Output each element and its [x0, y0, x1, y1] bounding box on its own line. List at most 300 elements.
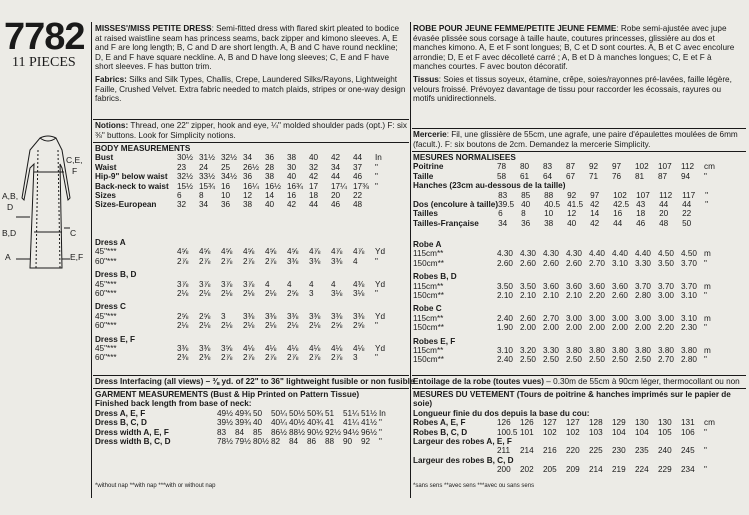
cell-value: 219	[612, 465, 626, 475]
cell-value: 3⅜	[177, 344, 189, 354]
cell-value: 83	[217, 427, 227, 437]
cell-value: 3⅞	[243, 279, 255, 289]
table-row	[413, 200, 728, 209]
cell-value: 2.80	[681, 355, 697, 365]
cell-value: 50¼	[271, 408, 287, 418]
cell-value: 3.80	[566, 346, 582, 356]
cell-value: 83	[543, 162, 553, 172]
cell-value: 43	[636, 200, 646, 210]
english-garment-measurements	[95, 390, 397, 446]
french-description: ROBE POUR JEUNE FEMME/PETITE JEUNE FEMME: Robe semi-ajustée avec jupe évasée plissée sous corsage à taille haute, coutures princesses, glissière au dos et manches kimono. A, E et F sont longues; B, C et D sont courtes. A, B et C avec encolure arrondie; D, E et F avec décolleté carré ; A, B et D à manches longues; C, E et F à manches courtes. F avec bouton décoratif.	[413, 24, 735, 72]
cell-value: 2⅛	[265, 289, 277, 299]
row-label: Hip-9" below waist	[95, 172, 168, 182]
cell-value: 235	[635, 446, 649, 456]
cell-value: 3⅜	[199, 344, 211, 354]
cell-value: 4.30	[520, 249, 536, 259]
row-label: 60"***	[95, 353, 117, 363]
cell-value: 220	[566, 446, 580, 456]
cell-value: 3⅜	[287, 311, 299, 321]
table-row	[95, 191, 397, 200]
cell-value: 49½	[217, 408, 233, 418]
table-row	[95, 172, 397, 181]
cell-value: 3.70	[658, 281, 674, 291]
cell-value: 24	[199, 162, 209, 172]
cell-value: 3⅛	[331, 289, 343, 299]
view-label-ce: C,E,	[66, 155, 83, 165]
cell-value: 2⅞	[265, 256, 277, 266]
cell-value: 3.50	[658, 258, 674, 268]
cell-value: 78	[497, 162, 507, 172]
cell-value: 4⅛	[331, 344, 343, 354]
cell-value: 3.10	[681, 291, 697, 301]
table-row	[413, 291, 727, 300]
cell-value: 4⅛	[353, 344, 365, 354]
cell-value: 84	[235, 427, 245, 437]
cell-value: 4.30	[543, 249, 559, 259]
row-label: Taille	[413, 171, 434, 181]
row-label: 115cm**	[413, 346, 444, 356]
row-label: Dos (encolure à taille)	[413, 200, 499, 210]
cell-value: 6	[498, 209, 503, 219]
cell-value: 4⅝	[199, 247, 211, 257]
cell-value: "	[375, 256, 378, 266]
row-label: Tailles	[413, 209, 438, 219]
cell-value: 230	[612, 446, 626, 456]
cell-value: 40.5	[544, 200, 561, 210]
table-row	[95, 280, 397, 289]
cell-value: 225	[589, 446, 603, 456]
cell-value: 16	[613, 209, 623, 219]
cell-value: 12	[567, 209, 577, 219]
cell-value: 4⅛	[265, 344, 277, 354]
table-row	[413, 172, 727, 181]
robe-a-title: Robe A	[413, 240, 442, 249]
cell-value: 205	[543, 465, 557, 475]
cell-value: 3.00	[658, 291, 674, 301]
row-label: 60"***	[95, 256, 117, 266]
cell-value: 39½	[217, 418, 233, 428]
cell-value: 40½	[289, 418, 305, 428]
cell-value: 46	[636, 218, 646, 228]
cell-value: 2.00	[635, 323, 651, 333]
robe-bd-table	[413, 282, 727, 301]
cell-value: 38	[243, 200, 253, 210]
cell-value: 80½	[253, 437, 269, 447]
cell-value: m	[704, 313, 711, 323]
cell-value: 16	[221, 181, 231, 191]
cell-value: Yd	[375, 247, 386, 257]
table-row	[413, 259, 727, 268]
table-row	[413, 209, 728, 218]
cell-value: 46	[331, 200, 341, 210]
table-row	[95, 289, 397, 298]
cell-value: 3⅛	[353, 289, 365, 299]
cell-value: 129	[612, 418, 626, 428]
cell-value: 44	[682, 200, 692, 210]
cell-value: 42	[590, 218, 600, 228]
cell-value: 4⅝	[243, 247, 255, 257]
dress-a-title: Dress A	[95, 238, 126, 247]
largeur-aef-table	[413, 446, 727, 455]
cell-value: 28	[265, 162, 275, 172]
table-row	[413, 219, 728, 228]
table-row	[95, 200, 397, 209]
cell-value: 2⅞	[287, 353, 299, 363]
cell-value: 15¾	[199, 181, 215, 191]
cell-value: 32½	[177, 172, 193, 182]
table-row	[413, 314, 727, 323]
cell-value: Yd	[375, 311, 386, 321]
cell-value: 3⅝	[221, 344, 233, 354]
cell-value: "	[704, 446, 707, 456]
french-entoilage: Entoilage de la robe (toutes vues) – 0.30m de 55cm à 90cm léger, thermocollant ou non	[413, 377, 740, 386]
table-row	[95, 247, 397, 256]
cell-value: 84	[289, 437, 299, 447]
cell-value: 10	[221, 191, 231, 201]
cell-value: 34½	[221, 172, 237, 182]
cell-value: 3.70	[681, 258, 697, 268]
cell-value: 2.50	[612, 355, 628, 365]
french-title: ROBE POUR JEUNE FEMME/PETITE JEUNE FEMME	[413, 24, 617, 33]
cell-value: 42	[309, 172, 319, 182]
cell-value: 83	[498, 190, 508, 200]
cell-value: "	[375, 172, 378, 182]
cell-value: 4⅛	[309, 344, 321, 354]
garment-table	[95, 409, 397, 447]
row-label: 60"***	[95, 321, 117, 331]
largeur-aef-label: Largeur des robes A, E, F	[413, 437, 512, 447]
cell-value: 82	[271, 437, 281, 447]
cell-value: 86	[307, 437, 317, 447]
cell-value: 50½	[289, 408, 305, 418]
dress-bd-table	[95, 280, 397, 299]
cell-value: 16½	[265, 181, 281, 191]
cell-value: 32	[177, 200, 187, 210]
row-label: Poitrine	[413, 162, 444, 172]
body-meas-table	[95, 153, 397, 209]
cell-value: 50	[682, 218, 692, 228]
cell-value: 31½	[199, 153, 215, 163]
table-row	[413, 282, 727, 291]
row-label	[413, 446, 497, 455]
robe-c-title: Robe C	[413, 304, 442, 314]
table-row	[413, 346, 727, 355]
cell-value: 3.00	[658, 313, 674, 323]
cell-value: 44	[613, 218, 623, 228]
row-label	[413, 191, 498, 200]
cell-value: 71	[589, 171, 599, 181]
cell-value: 102	[566, 427, 580, 437]
cell-value: 87	[566, 162, 576, 172]
cell-value: "	[705, 190, 709, 200]
cell-value: 3.80	[612, 346, 628, 356]
row-label: Bust	[95, 153, 114, 163]
cell-value: 94½	[343, 427, 359, 437]
table-row	[95, 312, 397, 321]
cell-value: 8	[521, 209, 526, 219]
cell-value: 2.50	[566, 355, 582, 365]
row-label: 115cm**	[413, 281, 444, 291]
cell-value: 94	[681, 171, 691, 181]
cell-value: 3.60	[589, 281, 605, 291]
cell-value: In	[379, 408, 386, 418]
cell-value: 40	[567, 218, 577, 228]
cell-value: m	[704, 346, 711, 356]
cell-value: 36	[221, 200, 231, 210]
english-fabrics: Fabrics: Silks and Silk Types, Challis, Crepe, Laundered Silks/Rayons, Lightweight Faille, Crushed Velvet. Extra fabric needed to match plaids, stripes or one-way design fabrics.	[95, 74, 406, 104]
cell-value: 15½	[177, 181, 193, 191]
cell-value: 2.00	[566, 323, 582, 333]
cell-value: "	[704, 171, 707, 181]
cell-value: 245	[681, 446, 695, 456]
cell-value: 4⅞	[309, 247, 321, 257]
largeur-bcd-label: Largeur des robes B, C, D	[413, 455, 514, 465]
cell-value: 40	[521, 200, 531, 210]
cell-value: 3	[221, 311, 226, 321]
cell-value: 36	[521, 218, 531, 228]
cell-value: 18	[636, 209, 646, 219]
english-footnote: *without nap **with nap ***with or without nap	[95, 483, 216, 489]
mesures-vet-table	[413, 418, 727, 437]
dress-technical-drawing	[0, 128, 92, 288]
table-row	[95, 428, 397, 437]
french-metrage	[413, 240, 727, 365]
cell-value: 34	[498, 218, 508, 228]
cell-value: "	[379, 427, 382, 437]
cell-value: 2.60	[612, 291, 628, 301]
cell-value: 4.50	[658, 249, 674, 259]
cell-value: 58	[497, 171, 507, 181]
cell-value: 2.60	[520, 313, 536, 323]
cell-value: 41½	[361, 418, 377, 428]
cell-value: 10	[544, 209, 554, 219]
row-label: Robes A, E, F	[413, 418, 466, 428]
cell-value: 130	[658, 418, 672, 428]
french-column	[413, 24, 743, 104]
row-label: Sizes-European	[95, 200, 157, 210]
cell-value: 3⅜	[287, 256, 299, 266]
cell-value: "	[705, 200, 709, 210]
table-row	[413, 191, 728, 200]
cell-value: 88½	[289, 427, 305, 437]
cell-value: 2⅝	[287, 289, 299, 299]
divider-left	[91, 22, 92, 498]
table-row	[95, 437, 397, 446]
cell-value: 32	[309, 162, 319, 172]
cell-value: 36	[243, 172, 253, 182]
cell-value: 104	[635, 427, 649, 437]
row-label: 45"***	[95, 247, 117, 257]
cell-value: 3.70	[681, 281, 697, 291]
cell-value: 107	[658, 162, 672, 172]
cell-value: 3⅜	[331, 256, 343, 266]
cell-value: 16¼	[243, 181, 259, 191]
cell-value: 3.60	[566, 281, 582, 291]
cell-value: 4	[309, 279, 314, 289]
dress-bd-title: Dress B, D	[95, 270, 137, 280]
cell-value: 2⅛	[199, 289, 211, 299]
cell-value	[705, 209, 728, 218]
cell-value: "	[704, 465, 707, 475]
cell-value: 42	[287, 200, 297, 210]
cell-value: 3.00	[589, 313, 605, 323]
cell-value: 2⅞	[221, 256, 233, 266]
cell-value: 4	[353, 256, 358, 266]
cell-value: 2.00	[543, 323, 559, 333]
dress-a-table	[95, 247, 397, 266]
row-label: 150cm**	[413, 323, 444, 333]
cell-value: 104	[612, 427, 626, 437]
cell-value: 64	[543, 171, 553, 181]
cell-value: 8	[199, 191, 204, 201]
cell-value: 40	[253, 418, 263, 428]
cell-value: 97	[590, 190, 600, 200]
row-label: Back-neck to waist	[95, 181, 169, 191]
cell-value: 2⅝	[353, 321, 365, 331]
dress-c-title: Dress C	[95, 302, 126, 312]
cell-value: Yd	[375, 344, 386, 354]
row-label: 45"***	[95, 311, 117, 321]
cell-value: 4	[287, 279, 292, 289]
row-label: 150cm**	[413, 291, 444, 301]
english-yardage	[95, 238, 397, 363]
cell-value: 224	[635, 465, 649, 475]
cell-value: 38	[544, 218, 554, 228]
cell-value: 2⅞	[221, 353, 233, 363]
cell-value: 14	[265, 191, 275, 201]
cell-value: 112	[681, 162, 695, 172]
cell-value: "	[704, 427, 707, 437]
english-notions: Notions: Thread, one 22" zipper, hook and eye, ¼" molded shoulder pads (opt.) F: six ⅜" buttons. Look for Simplicity notions.	[95, 121, 407, 140]
cell-value: "	[375, 353, 378, 363]
table-row	[95, 182, 397, 191]
table-row	[95, 321, 397, 330]
cell-value: 130	[635, 418, 649, 428]
row-label	[413, 465, 497, 474]
cell-value: "	[704, 258, 707, 268]
view-label-f: F	[72, 166, 78, 176]
pattern-number: 7782	[4, 16, 85, 58]
cell-value: 4⅛	[287, 344, 299, 354]
cell-value: 14	[590, 209, 600, 219]
cell-value: 51¼	[343, 408, 359, 418]
cell-value: 87	[658, 171, 668, 181]
cell-value: 2.80	[635, 291, 651, 301]
cell-value: 106	[681, 427, 695, 437]
cell-value: 4⅞	[353, 247, 365, 257]
robe-c-table	[413, 314, 727, 333]
cell-value: 102	[613, 190, 627, 200]
english-body-measurements	[95, 144, 397, 210]
cell-value: 2.10	[566, 291, 582, 301]
cell-value	[375, 200, 397, 209]
cell-value: 3.00	[635, 313, 651, 323]
cell-value: 49¾	[235, 408, 251, 418]
table-row	[413, 355, 727, 364]
cell-value: m	[704, 249, 711, 259]
mesures-title: MESURES NORMALISEES	[413, 153, 516, 162]
cell-value: 46	[353, 172, 363, 182]
cell-value: 20	[659, 209, 669, 219]
cell-value: 2.70	[589, 258, 605, 268]
cell-value: 2.00	[589, 323, 605, 333]
cell-value: 127	[566, 418, 580, 428]
cell-value: 4.30	[497, 249, 513, 259]
cell-value: 40¾	[307, 418, 323, 428]
cell-value: 3.10	[497, 346, 513, 356]
cell-value: 2.60	[543, 258, 559, 268]
cell-value: 2.30	[681, 323, 697, 333]
row-label: Dress A, E, F	[95, 408, 146, 418]
dress-c-table	[95, 312, 397, 331]
cell-value: 97	[612, 162, 622, 172]
table-row	[413, 446, 727, 455]
divider-center	[410, 22, 411, 498]
view-label-d: D	[7, 202, 14, 212]
cell-value: 4.40	[589, 249, 605, 259]
table-row	[95, 344, 397, 353]
cell-value: 3⅜	[265, 311, 277, 321]
view-label-ef: E,F	[70, 252, 84, 262]
cell-value: 100.5	[497, 427, 518, 437]
cell-value: 3⅜	[309, 256, 321, 266]
cell-value: 44	[309, 200, 319, 210]
french-footnote: *sans sens **avec sens ***avec ou sans sens	[413, 483, 535, 489]
cell-value: 2.50	[635, 355, 651, 365]
robe-bd-title: Robes B, D	[413, 272, 457, 282]
view-label-bd: B,D	[2, 228, 17, 238]
cell-value: "	[704, 355, 707, 365]
cell-value: 3⅜	[353, 311, 365, 321]
cell-value: 51	[325, 408, 335, 418]
cell-value: 214	[589, 465, 603, 475]
cell-value: 86½	[271, 427, 287, 437]
cell-value: 4⅜	[353, 279, 365, 289]
row-label: 115cm**	[413, 249, 444, 259]
cell-value: 34	[243, 153, 253, 163]
cell-value: 2⅛	[309, 321, 321, 331]
cell-value: 2⅛	[221, 321, 233, 331]
cell-value: 2.70	[543, 313, 559, 323]
cell-value: 234	[681, 465, 695, 475]
robe-ef-table	[413, 346, 727, 365]
cell-value: cm	[704, 162, 715, 172]
cell-value: 17¼	[331, 181, 347, 191]
cell-value: 3	[309, 289, 314, 299]
cell-value: cm	[704, 418, 715, 428]
cell-value: 2⅛	[199, 321, 211, 331]
cell-value: 101	[520, 427, 534, 437]
cell-value: 34	[199, 200, 209, 210]
cell-value: "	[379, 418, 382, 428]
row-label: 150cm**	[413, 355, 444, 365]
row-label: Tailles-Française	[413, 218, 479, 228]
cell-value: 2⅛	[287, 321, 299, 331]
cell-value: 2.00	[520, 323, 536, 333]
cell-value: 2.40	[497, 355, 513, 365]
cell-value: 2⅞	[199, 256, 211, 266]
cell-value: 4	[265, 279, 270, 289]
cell-value: "	[375, 162, 378, 172]
cell-value: 102	[635, 162, 649, 172]
cell-value: 3⅜	[331, 311, 343, 321]
cell-value: 2.00	[612, 323, 628, 333]
cell-value: 33½	[199, 172, 215, 182]
cell-value: 41	[325, 418, 335, 428]
cell-value: 2⅝	[177, 311, 189, 321]
cell-value: 200	[497, 465, 511, 475]
table-row	[413, 428, 727, 437]
